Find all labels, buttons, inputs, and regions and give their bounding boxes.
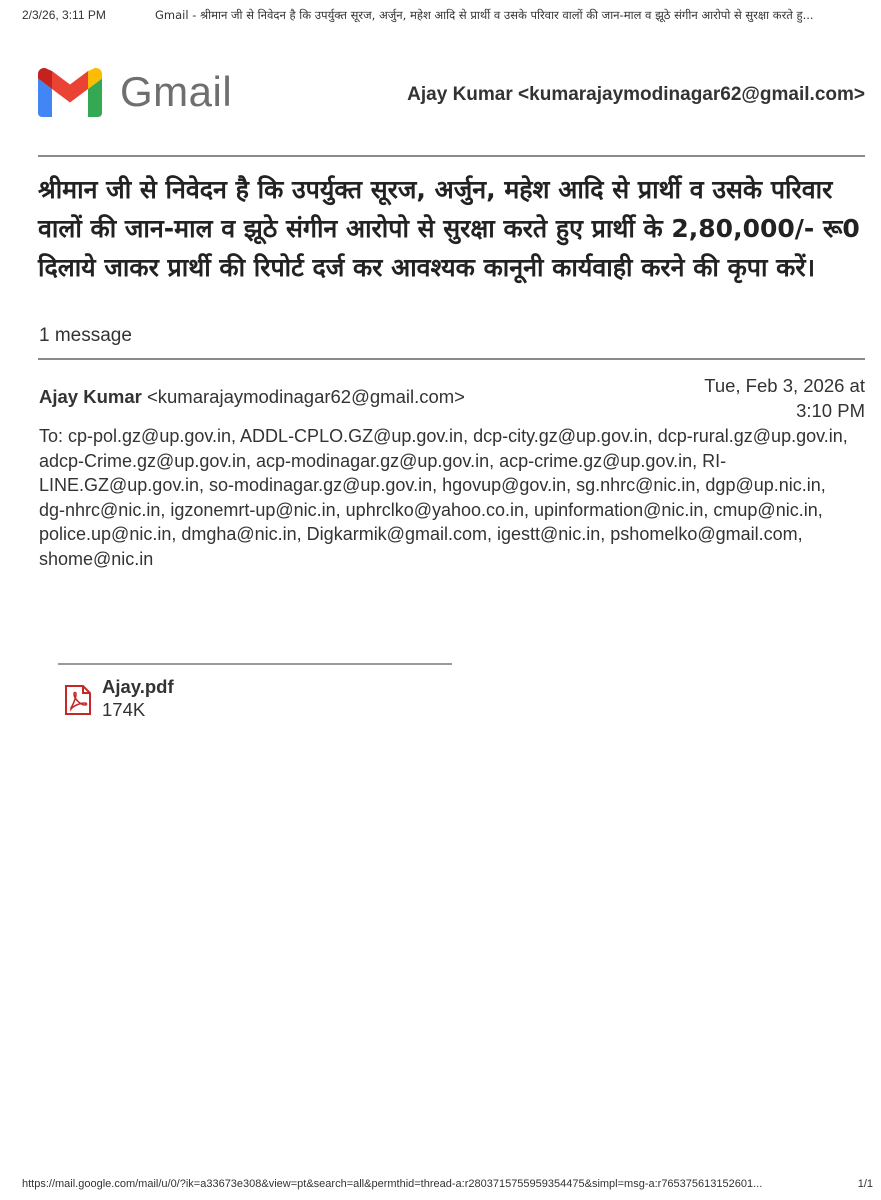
divider [38, 358, 865, 360]
account-identity: Ajay Kumar <kumarajaymodinagar62@gmail.com> [407, 84, 865, 105]
print-url: https://mail.google.com/mail/u/0/?ik=a33673e308&view=pt&search=all&permthid=thread-a:r2803715755959354475&simpl=msg-a:r765375613152601... [22, 1178, 763, 1190]
message-time-line: 3:10 PM [796, 400, 865, 421]
message-date [665, 373, 865, 423]
gmail-wordmark: Gmail [120, 68, 233, 115]
attachment-size: 174K [102, 699, 146, 720]
sender-email: <kumarajaymodinagar62@gmail.com> [146, 386, 465, 407]
recipients-list: To: cp-pol.gz@up.gov.in, ADDL-CPLO.GZ@up.gov.in, dcp-city.gz@up.gov.in, dcp-rural.gz@up.gov.in, adcp-Crime.gz@up.gov.in, acp-modinagar.gz@up.gov.in, acp-crime.gz@up.gov.in, RI-LINE.GZ@up.gov.in, so-modinagar.gz@up.gov.in, hgovup@gov.in, sg.nhrc@nic.in, dgp@up.nic.in, dg-nhrc@nic.in, igzonemrt-up@nic.in, uphrclko@yahoo.co.in, upinformation@nic.in, cmup@nic.in, police.up@nic.in, dmgha@nic.in, Digkarmik@gmail.com, igestt@nic.in, pshomelko@gmail.com, shome@nic.in [39, 426, 848, 569]
attachment-divider [58, 663, 452, 665]
divider [38, 155, 865, 157]
attachment-item[interactable] [64, 676, 174, 722]
pdf-file-icon [64, 685, 92, 720]
message-date-line: Tue, Feb 3, 2026 at [704, 375, 865, 396]
sender [39, 386, 465, 408]
gmail-m-icon [38, 68, 102, 117]
print-date: 2/3/26, 3:11 PM [22, 8, 106, 22]
print-header [22, 8, 873, 28]
print-title: Gmail - श्रीमान जी से निवेदन है कि उपर्युक्त सूरज, अर्जुन, महेश आदि से प्रार्थी व उसके परिवार वालों की जान-माल व झूठे संगीन आरोपो से सुरक्षा करते हु... [155, 8, 814, 22]
gmail-logo [38, 66, 232, 118]
message-count: 1 message [39, 325, 132, 346]
thread-subject: श्रीमान जी से निवेदन है कि उपर्युक्त सूरज, अर्जुन, महेश आदि से प्रार्थी व उसके परिवार वालों की जान-माल व झूठे संगीन आरोपो से सुरक्षा करते हुए प्रार्थी के 2,80,000/- रू0 दिलाये जाकर प्रार्थी की रिपोर्ट दर्ज कर आवश्यक कानूनी कार्यवाही करने की कृपा करें। [38, 175, 860, 282]
sender-name: Ajay Kumar [39, 386, 142, 407]
page-number: 1/1 [857, 1178, 873, 1190]
attachment-name[interactable]: Ajay.pdf [102, 676, 174, 697]
